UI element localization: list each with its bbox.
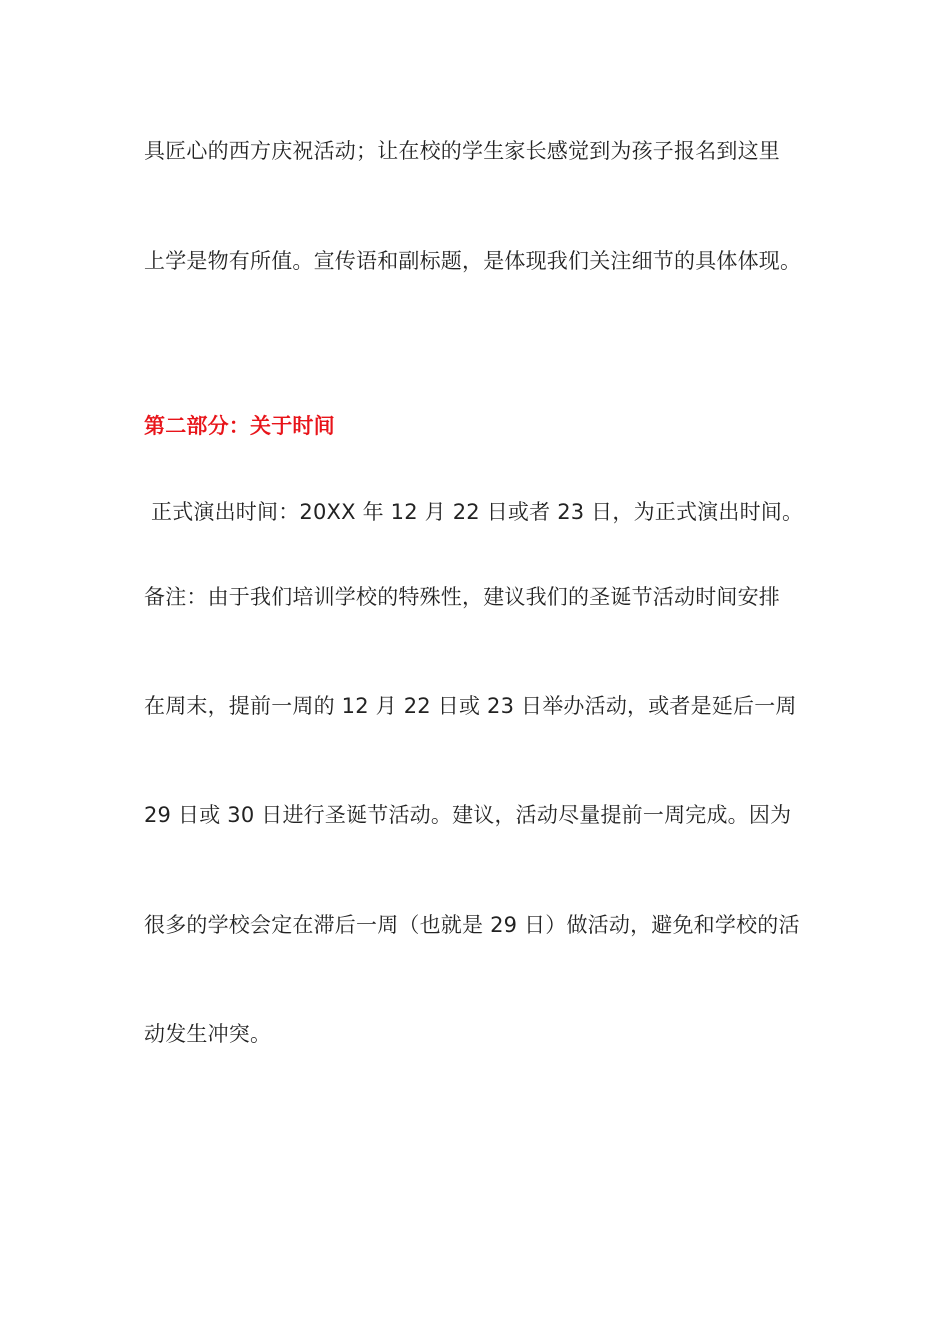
note-line: 备注：由于我们培训学校的特殊性，建议我们的圣诞节活动时间安排: [144, 585, 780, 609]
paragraph-line: 上学是物有所值。宣传语和副标题，是体现我们关注细节的具体体现。: [144, 249, 802, 273]
note-line: 29 日或 30 日进行圣诞节活动。建议，活动尽量提前一周完成。因为: [144, 803, 792, 827]
paragraph-line: 具匠心的西方庆祝活动；让在校的学生家长感觉到为孩子报名到这里: [144, 139, 780, 163]
note-line: 动发生冲突。: [144, 1022, 272, 1046]
note-line: 很多的学校会定在滞后一周（也就是 29 日）做活动，避免和学校的活: [144, 913, 800, 937]
performance-time-line: 正式演出时间：20XX 年 12 月 22 日或者 23 日，为正式演出时间。: [151, 500, 804, 524]
note-line: 在周末，提前一周的 12 月 22 日或 23 日举办活动，或者是延后一周: [144, 694, 797, 718]
section-heading: 第二部分：关于时间: [144, 414, 335, 438]
